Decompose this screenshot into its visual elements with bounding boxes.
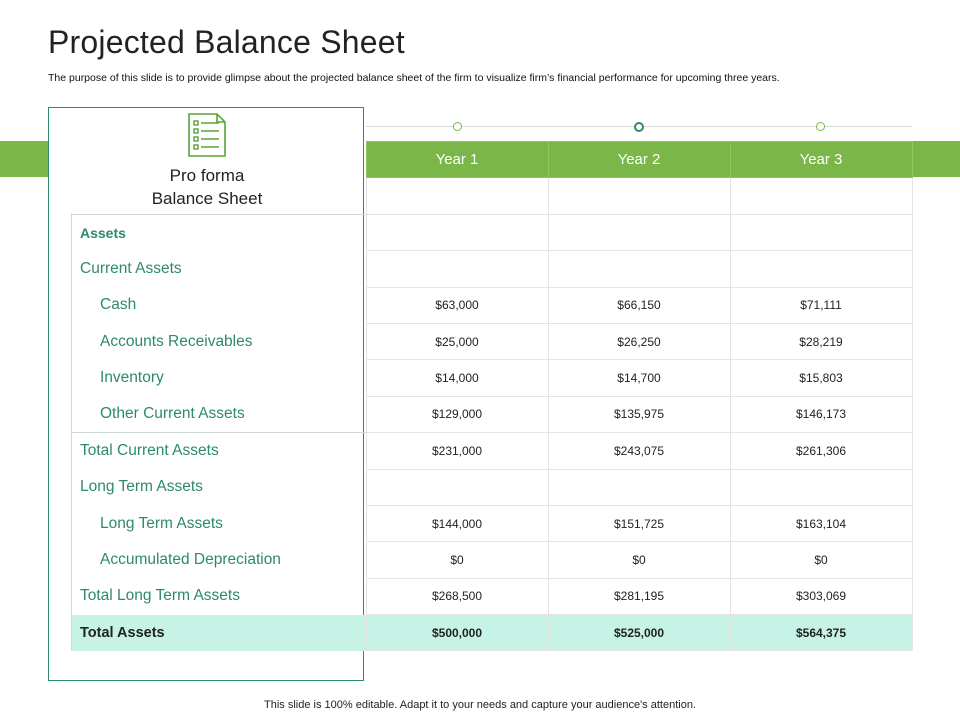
header-year-2: Year 2 — [548, 142, 730, 178]
cell — [730, 251, 912, 287]
cell: $146,173 — [730, 396, 912, 432]
table-row — [72, 323, 912, 359]
cell: $500,000 — [366, 615, 548, 651]
cell: $163,104 — [730, 505, 912, 541]
cell: $525,000 — [548, 615, 730, 651]
row-label: Total Current Assets — [72, 433, 366, 469]
cell: $281,195 — [548, 578, 730, 614]
table-row — [72, 542, 912, 578]
row-label: Assets — [72, 214, 366, 250]
row-label: Total Assets — [72, 615, 366, 651]
header-blank-cell — [72, 142, 366, 178]
cell — [548, 214, 730, 250]
cell — [730, 469, 912, 505]
cell: $14,700 — [548, 360, 730, 396]
row-label: Current Assets — [80, 259, 182, 277]
cell: $268,500 — [366, 578, 548, 614]
footer-note: This slide is 100% editable. Adapt it to your needs and capture your audience's attention. — [264, 699, 696, 711]
cell: $28,219 — [730, 323, 912, 359]
cell — [730, 178, 912, 214]
cell: $144,000 — [366, 505, 548, 541]
cell — [366, 214, 548, 250]
table-row — [72, 433, 912, 469]
cell: $564,375 — [730, 615, 912, 651]
table-row — [72, 505, 912, 541]
header-band-right — [912, 141, 960, 177]
timeline-dot-year-1 — [453, 122, 462, 131]
cell — [548, 469, 730, 505]
cell: $129,000 — [366, 396, 548, 432]
cell: $14,000 — [366, 360, 548, 396]
row-label: Other Current Assets — [100, 405, 245, 423]
cell: $0 — [730, 542, 912, 578]
cell: $0 — [548, 542, 730, 578]
row-label: Accumulated Depreciation — [100, 550, 281, 568]
cell: $261,306 — [730, 433, 912, 469]
page-subtitle: The purpose of this slide is to provide glimpse about the projected balance sheet of the firm to visualize firm’s financial performance for upcoming three years. — [48, 72, 780, 84]
cell — [730, 214, 912, 250]
cell: $303,069 — [730, 578, 912, 614]
row-label-spacer — [72, 178, 366, 214]
timeline-dot-year-2 — [634, 122, 644, 132]
cell — [366, 251, 548, 287]
table-row — [72, 396, 912, 432]
balance-sheet-table — [72, 141, 913, 651]
header-band-left — [0, 141, 48, 177]
timeline-dot-year-3 — [816, 122, 825, 131]
table-row-total — [72, 615, 912, 651]
page-title: Projected Balance Sheet — [48, 24, 405, 60]
row-label: Long Term Assets — [80, 478, 203, 496]
table-row — [72, 251, 912, 287]
cell — [366, 469, 548, 505]
table-row — [72, 287, 912, 323]
cell: $231,000 — [366, 433, 548, 469]
table-row — [72, 360, 912, 396]
cell: $135,975 — [548, 396, 730, 432]
row-label: Accounts Receivables — [100, 332, 253, 350]
table-header-row — [72, 142, 912, 178]
card-title-line-2: Balance Sheet — [151, 189, 263, 208]
header-year-1: Year 1 — [366, 142, 548, 178]
cell: $151,725 — [548, 505, 730, 541]
table-row — [72, 214, 912, 250]
table-row — [72, 469, 912, 505]
card-title-line-1: Pro forma — [169, 166, 245, 185]
table-row — [72, 178, 912, 214]
cell: $0 — [366, 542, 548, 578]
cell — [548, 251, 730, 287]
row-label: Total Long Term Assets — [80, 587, 240, 605]
cell: $71,111 — [730, 287, 912, 323]
cell: $26,250 — [548, 323, 730, 359]
row-label: Cash — [100, 296, 137, 314]
cell: $63,000 — [366, 287, 548, 323]
cell: $25,000 — [366, 323, 548, 359]
row-label: Long Term Assets — [100, 514, 223, 532]
header-year-3: Year 3 — [730, 142, 912, 178]
cell — [548, 178, 730, 214]
cell: $243,075 — [548, 433, 730, 469]
cell: $15,803 — [730, 360, 912, 396]
row-label: Inventory — [100, 369, 164, 387]
cell: $66,150 — [548, 287, 730, 323]
cell — [366, 178, 548, 214]
table-row — [72, 578, 912, 614]
